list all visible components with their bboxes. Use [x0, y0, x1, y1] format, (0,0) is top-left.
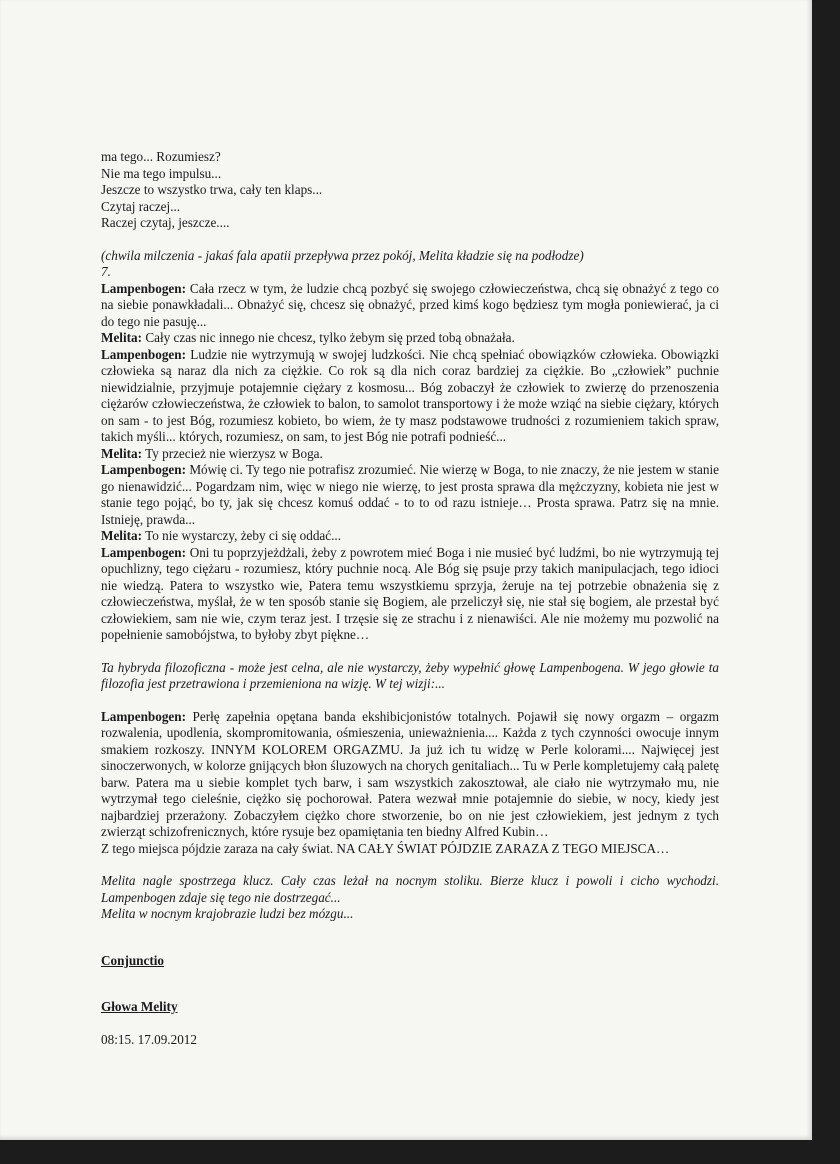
- dialogue-line: [101, 709, 719, 841]
- intro-line: ma tego... Rozumiesz?: [101, 149, 221, 164]
- document-body: [101, 149, 719, 1048]
- dialogue-text: Perłę zapełnia opętana banda ekshibicjonistów totalnych. Pojawił się nowy orgazm – orgazm rozwalenia, upodlenia, skompromitowania, ośmieszenia, unieważnienia.... Każda z tych czynności owocuje innym smakiem rozkoszy. INNYM KOLOREM ORGAZMU. Ja już ich tu widzę w Perle kolorami.... Najwięcej jest sinoczerwonych, w kolorze gnijących błon śluzowych na chorych genitaliach... Tu w Perle kompletujemy całą paletę barw. Patera ma u siebie komplet tych barw, i sam wszystkich zakosztował, ale ciało nie wytrzymało mu, nie wytrzymał tego cieleśnie, ciężko się pochorował. Patera wezwał mnie potajemnie do siebie, w nocy, kiedy jest najbardziej przerażony. Zobaczyłem ciężko chore stworzenie, bo on nie jest człowiekiem, jest jednym z tych zwierząt schizofrenicznych, które rysuje bez opamiętania ten biedny Alfred Kubin…: [101, 708, 719, 839]
- intro-line: Czytaj raczej...: [101, 198, 181, 214]
- spacer: [101, 1016, 719, 1032]
- dialogue-text: Cała rzecz w tym, że ludzie chcą pozbyć się swojego człowieczeństwa, chcą się obnażyć z tego co na siebie ponawkładali... Obnażyć się, chcesz się obnażyć, przed kimś kogo będziesz tym mogła poniewierać, ja ci do tego nie pasuję...: [101, 280, 719, 329]
- speaker-name: Lampenbogen:: [101, 708, 186, 724]
- dialogue-text: Ty przecież nie wierzysz w Boga.: [142, 445, 323, 461]
- spacer: [101, 232, 719, 248]
- spacer: [101, 923, 719, 953]
- intro-line: Nie ma tego impulsu...: [101, 165, 222, 181]
- speaker-name: Lampenbogen:: [101, 346, 186, 362]
- intro-line: Raczej czytaj, jeszcze....: [101, 215, 230, 230]
- spacer: [101, 857, 719, 873]
- dialogue-line: [101, 330, 719, 347]
- stage-direction: Melita w nocnym krajobrazie ludzi bez mózgu...: [101, 906, 354, 921]
- dialogue-line: Z tego miejsca pójdzie zaraza na cały świat. NA CAŁY ŚWIAT PÓJDZIE ZARAZA Z TEGO MIEJSCA…: [101, 840, 670, 856]
- dialogue-text: Cały czas nic innego nie chcesz, tylko żebym się przed tobą obnażała.: [142, 330, 515, 345]
- speaker-name: Melita:: [101, 330, 143, 345]
- dialogue-text: To nie wystarczy, żeby ci się oddać...: [142, 528, 342, 543]
- dialogue-line: [101, 545, 719, 644]
- dialogue-text: Mówię ci. Ty tego nie potrafisz zrozumieć. Nie wierzę w Boga, to nie znaczy, że nie jestem w stanie go nienawidzić... Pogardzam nim, więc w niego nie wierzę, to jest prosta sprawa dla mężczyzny, kobieta nie jest w stanie tego pojąć, bo ty, jak się chcesz komuś oddać - to to od razu istnieje… Prosta sprawa. Patrz się na mnie. Istnieję, prawda...: [101, 462, 719, 527]
- scene-number: 7.: [101, 264, 111, 279]
- speaker-name: Lampenbogen:: [101, 462, 186, 477]
- speaker-name: Lampenbogen:: [101, 544, 186, 560]
- dialogue-line: [101, 281, 719, 331]
- spacer: [101, 969, 719, 999]
- stage-direction: Melita nagle spostrzega klucz. Cały czas leżał na nocnym stoliku. Bierze klucz i powoli i cicho wychodzi. Lampenbogen zdaje się tego nie dostrzegać...: [101, 873, 719, 905]
- dialogue-text: Ludzie nie wytrzymują w swojej ludzkości. Nie chcą spełniać obowiązków człowieka. Obowiązki człowieka są naraz dla nich za ciężkie. Co rok są dla nich coraz bardziej za ciężkie. Bo „człowiek” puchnie niewidzialnie, przyjmuje potajemnie ciężary z kosmosu... Bóg zobaczył że człowiek to zwierzę do przenoszenia ciężarów człowieczeństwa, że człowiek to balon, to samolot transportowy i że może wziąć na siebie ciężary, których on sam - to jest Bóg, rozumiesz kobieto, bo wiem, że ty masz podstawowe trudności z rozumieniem takich spraw, takich myśli... których, rozumiesz, on sam, to jest Bóg nie potrafi podnieść...: [101, 346, 719, 444]
- speaker-name: Melita:: [101, 528, 143, 543]
- speaker-name: Lampenbogen:: [101, 280, 186, 296]
- narration-note: Ta hybryda filozoficzna - może jest celna, ale nie wystarczy, żeby wypełnić głowę Lampenbogena. W jego głowie ta filozofia jest przetrawiona i przemieniona na wizję. W tej wizji:...: [101, 659, 719, 691]
- dialogue-text: Oni tu poprzyjeżdżali, żeby z powrotem mieć Boga i nie musieć być ludźmi, bo nie wytrzymują tej opuchlizny, tego ciężaru - rozumiesz, który puchnie nocą. Ale Bóg się psuje przy takich manipulacjach, tego idioci nie wiedzą. Patera to wszystko wie, Patera temu wszystkiemu sprzyja, żeruje na tej potrzebie obnażenia się z człowieczeństwa, myślał, że w ten sposób stanie się Bogiem, ale przeliczył się, nie stał się bogiem, ale przestał być człowiekiem, sam nie wie, czym teraz jest. I trzęsie się ze strachu i z nienawiści. Ale nie możemy mu pozwolić na popełnienie samobójstwa, to byłoby zbyt piękne…: [101, 544, 719, 642]
- timestamp: 08:15. 17.09.2012: [101, 1031, 197, 1047]
- intro-line: Jeszcze to wszystko trwa, cały ten klaps...: [101, 182, 323, 197]
- dialogue-line: [101, 347, 719, 446]
- dialogue-line: [101, 462, 719, 528]
- speaker-name: Melita:: [101, 445, 143, 461]
- subsection-title: Głowa Melity: [101, 999, 178, 1014]
- spacer: [101, 693, 719, 709]
- stage-direction: (chwila milczenia - jakaś fala apatii przepływa przez pokój, Melita kładzie się na podłodze): [101, 247, 584, 263]
- spacer: [101, 644, 719, 660]
- dialogue-line: [101, 528, 719, 545]
- section-title: Conjunctio: [101, 952, 165, 968]
- dialogue-line: [101, 446, 719, 463]
